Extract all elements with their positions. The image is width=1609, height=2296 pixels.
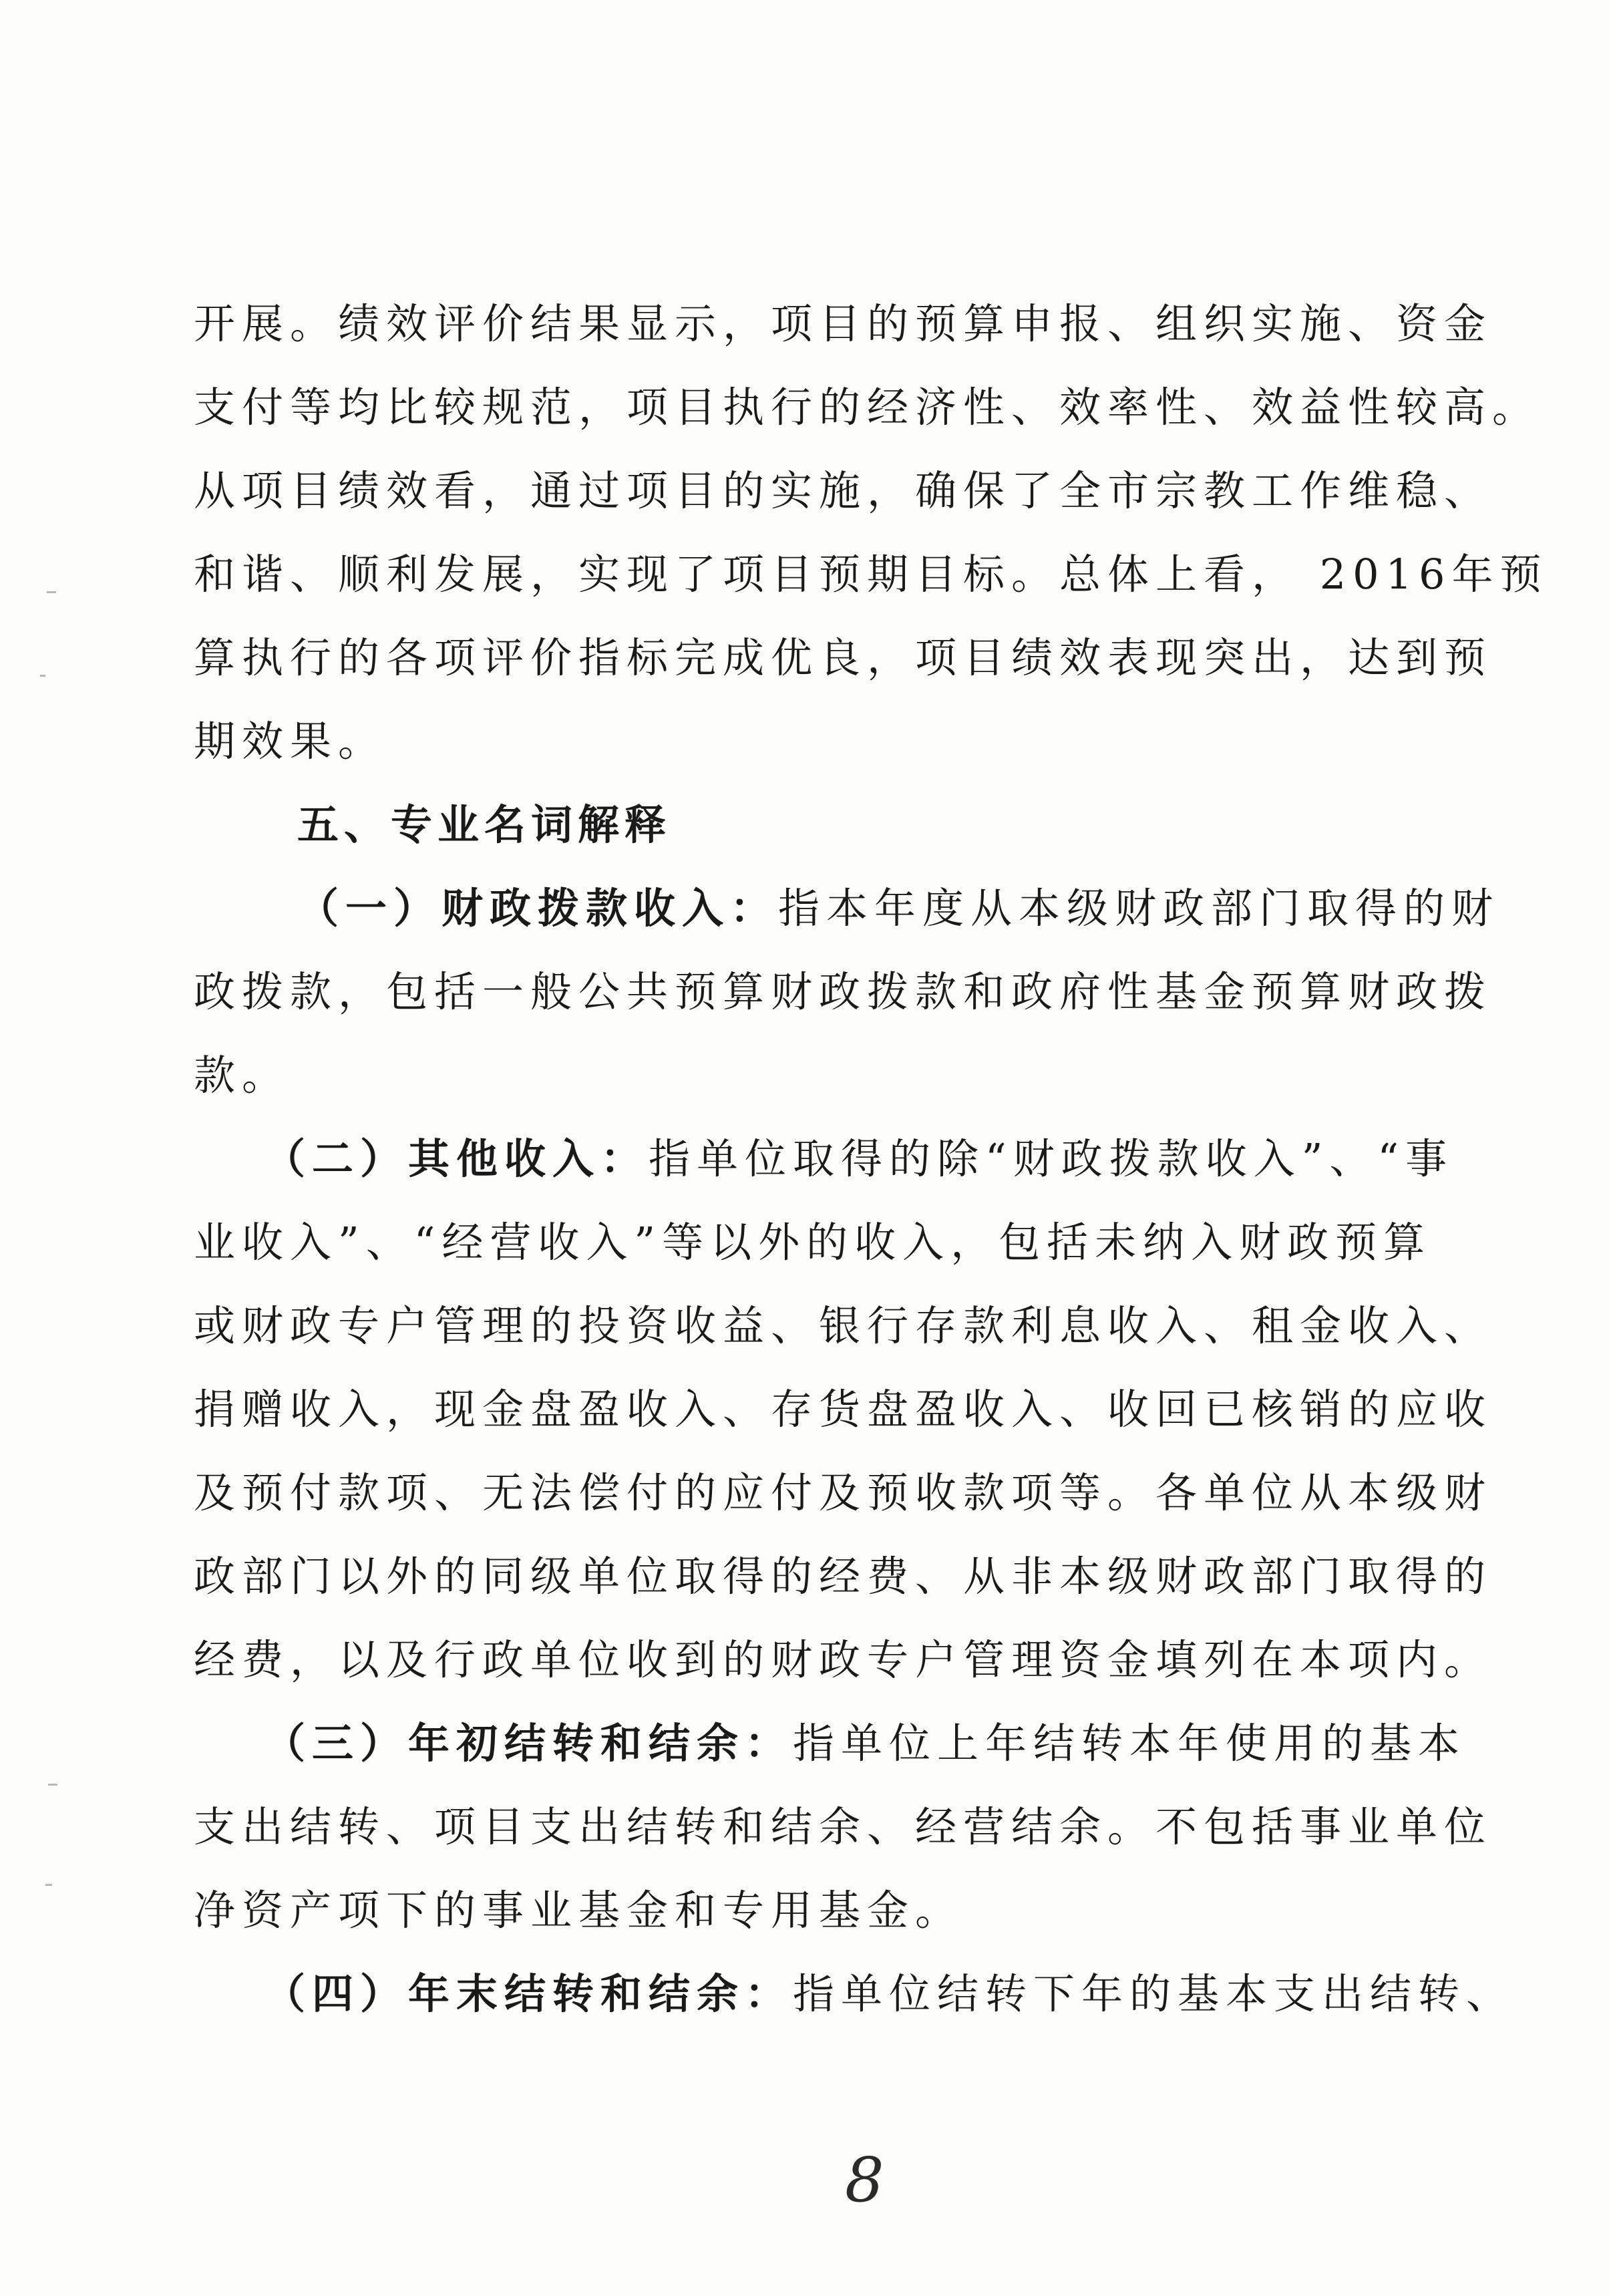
definition-item-4: [264, 1967, 1514, 2021]
definition-text: 指单位上年结转本年使用的基本: [793, 1719, 1467, 1768]
paragraph-line: 款。: [194, 1051, 291, 1100]
scan-speck: [48, 1784, 57, 1786]
definition-term: （四）年末结转和结余：: [264, 1969, 793, 2018]
definition-text: 指单位取得的除“财政拨款收入”、“事: [649, 1134, 1454, 1183]
definition-term: （三）年初结转和结余：: [264, 1719, 793, 1768]
paragraph-line: 开展。绩效评价结果显示，项目的预算申报、组织实施、资金: [194, 299, 1493, 348]
definition-item-1: [297, 882, 1499, 935]
paragraph-line: 支出结转、项目支出结转和结余、经营结余。不包括事业单位: [194, 1802, 1493, 1851]
paragraph-line: 算执行的各项评价指标完成优良，项目绩效表现突出，达到预: [194, 633, 1493, 682]
page-number: 8: [845, 2144, 884, 2216]
paragraph-line: 政拨款，包括一般公共预算财政拨款和政府性基金预算财政拨: [194, 967, 1493, 1016]
paragraph-line: 或财政专户管理的投资收益、银行存款利息收入、租金收入、: [194, 1301, 1493, 1350]
scan-speck: [47, 591, 56, 593]
paragraph-line: 支付等均比较规范，项目执行的经济性、效率性、效益性较高。: [194, 383, 1541, 432]
definition-term: （二）其他收入：: [264, 1134, 649, 1183]
paragraph-line: 业收入”、“经营收入”等以外的收入，包括未纳入财政预算: [194, 1218, 1432, 1267]
paragraph-line: 及预付款项、无法偿付的应付及预收款项等。各单位从本级财: [194, 1468, 1493, 1517]
definition-text: 指本年度从本级财政部门取得的财: [778, 884, 1500, 933]
paragraph-line: 捐赠收入，现金盘盈收入、存货盘盈收入、收回已核销的应收: [194, 1385, 1493, 1434]
scan-speck: [45, 1884, 52, 1886]
paragraph-line: 从项目绩效看，通过项目的实施，确保了全市宗教工作维稳、: [194, 466, 1493, 515]
paragraph-line: 净资产项下的事业基金和专用基金。: [194, 1886, 964, 1935]
definition-term: （一）财政拨款收入：: [297, 884, 779, 933]
paragraph-line: 期效果。: [194, 717, 387, 766]
definition-item-2: [264, 1132, 1453, 1186]
paragraph-line: 和谐、顺利发展，实现了项目预期目标。总体上看， 2016年预: [194, 550, 1548, 599]
definition-item-3: [264, 1717, 1466, 1770]
paragraph-line: 经费，以及行政单位收到的财政专户管理资金填列在本项内。: [194, 1635, 1493, 1684]
scan-speck: [40, 675, 45, 677]
paragraph-line: 政部门以外的同级单位取得的经费、从非本级财政部门取得的: [194, 1552, 1493, 1601]
definition-text: 指单位结转下年的基本支出结转、: [793, 1969, 1515, 2018]
section-heading: 五、专业名词解释: [297, 800, 672, 849]
